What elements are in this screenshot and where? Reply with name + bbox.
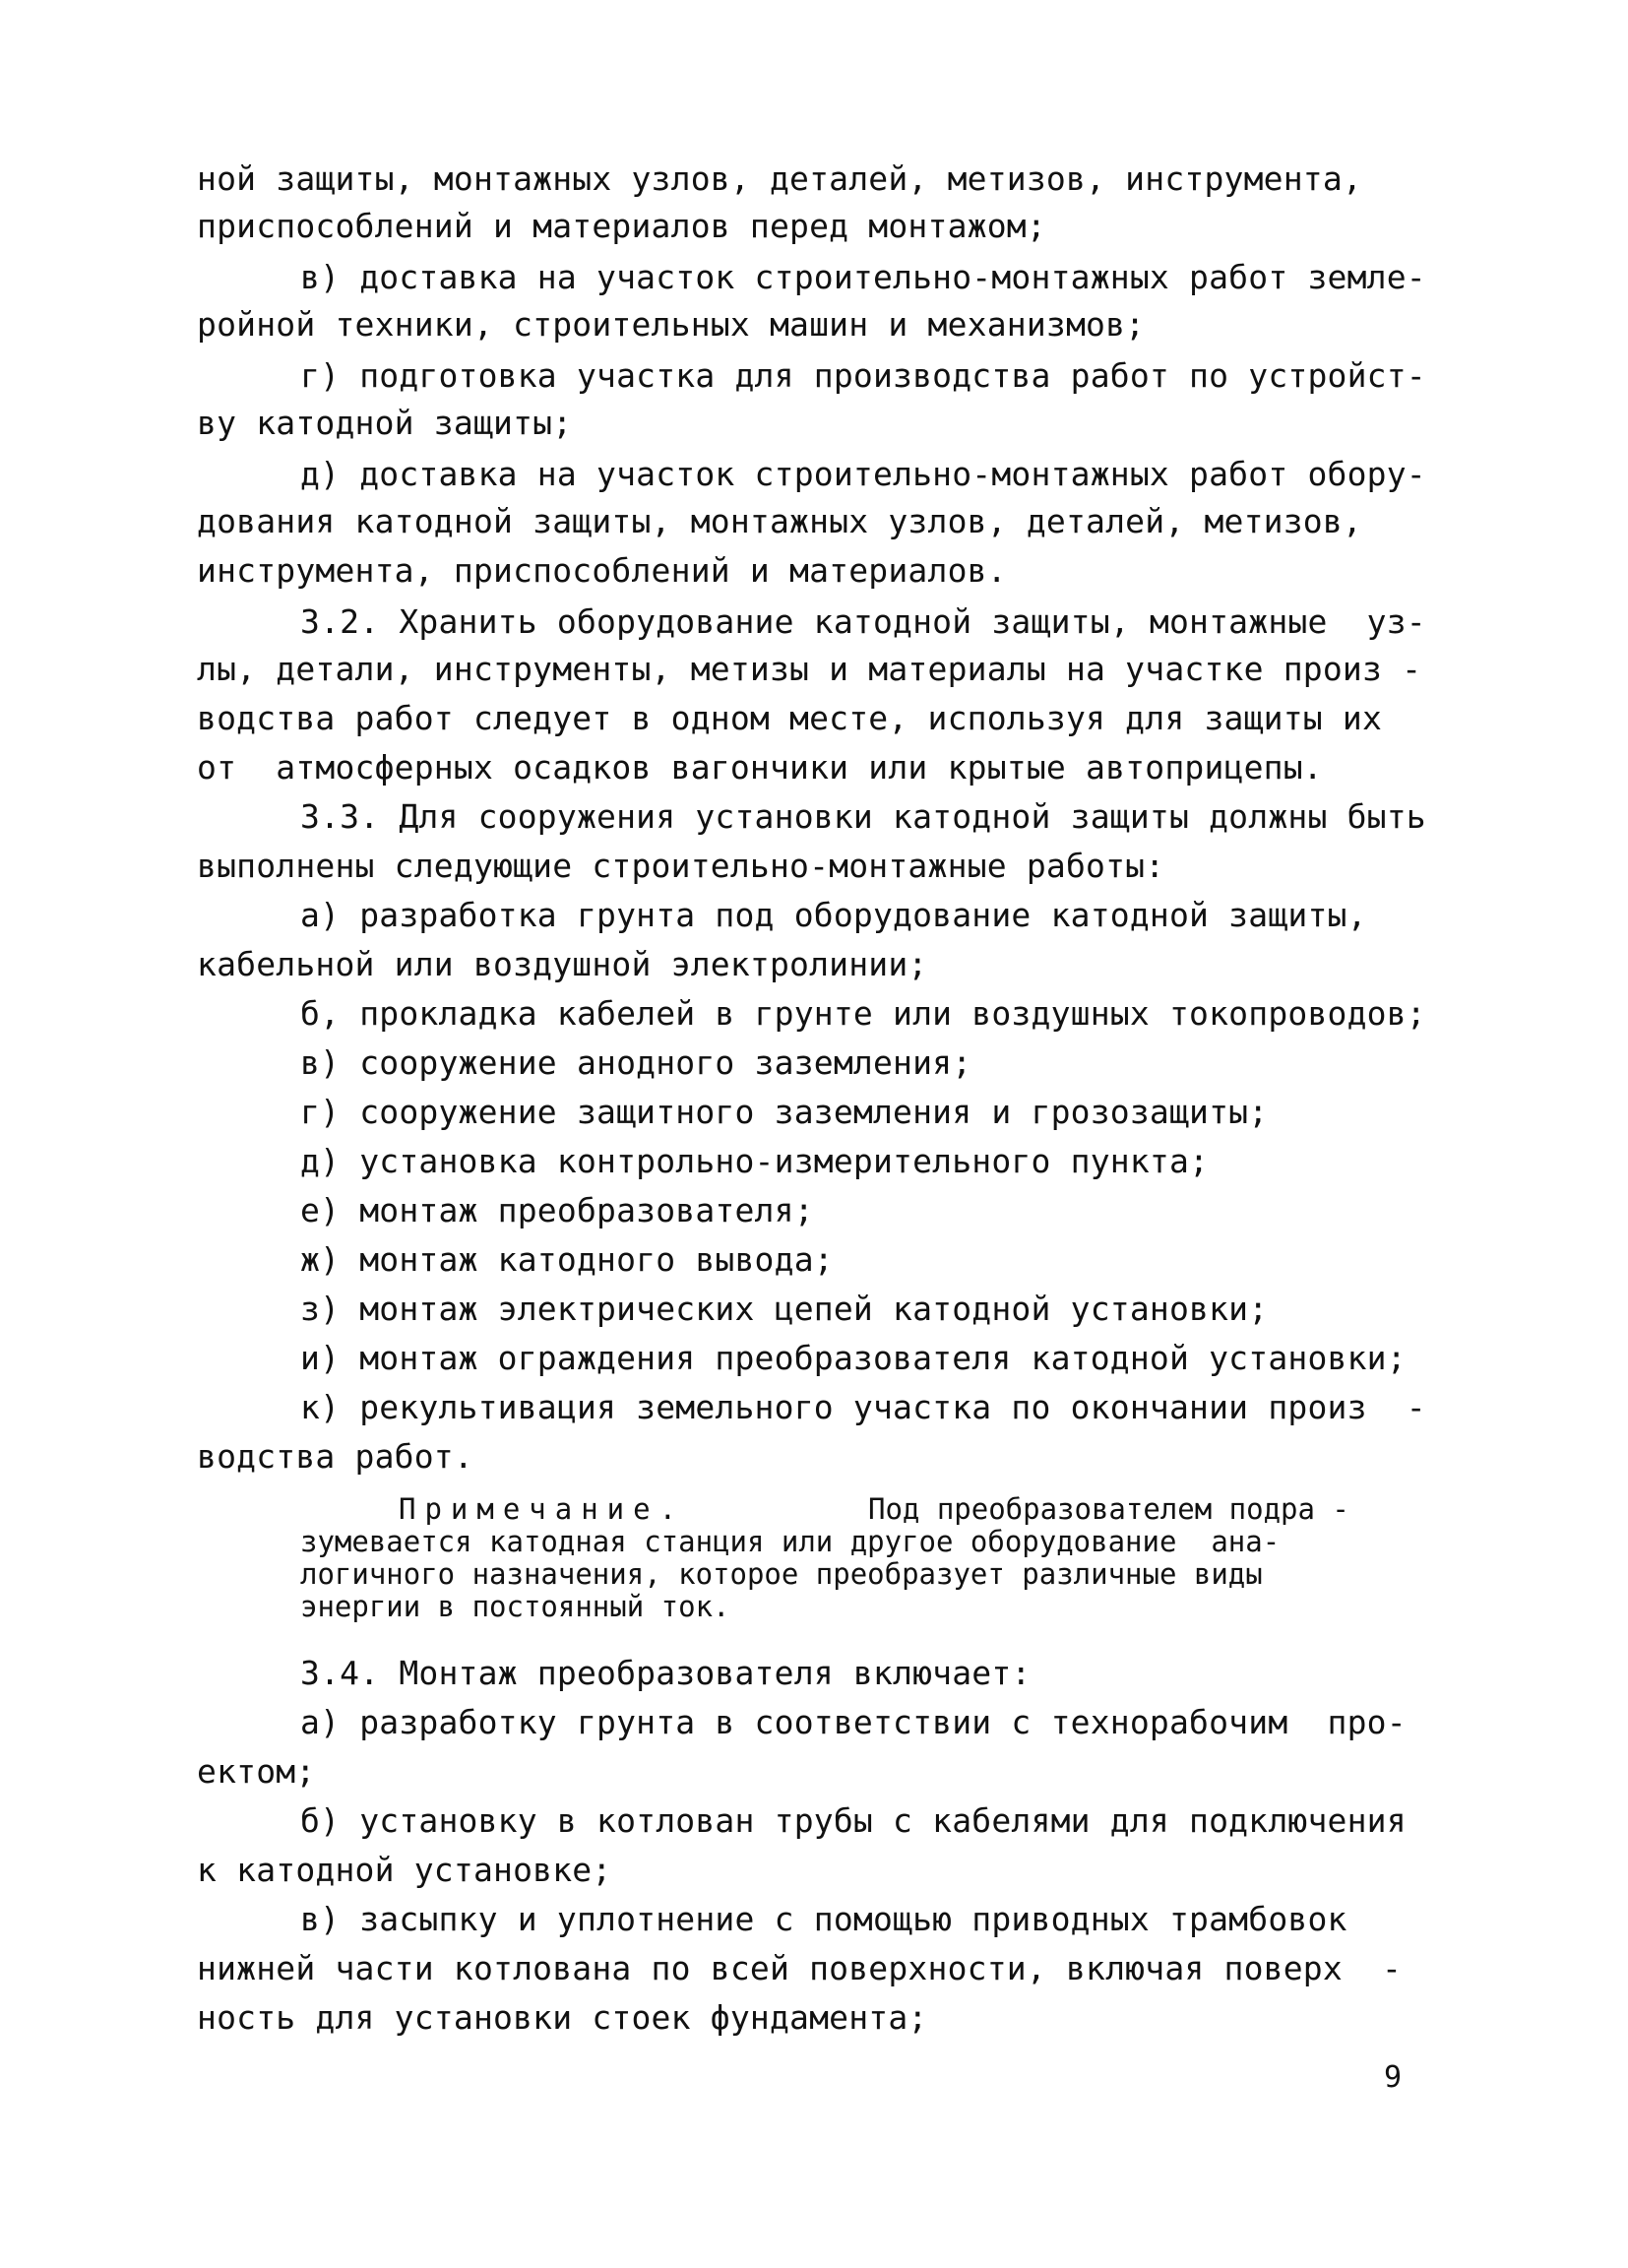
- list-item: в) сооружение анодного заземления;: [300, 1043, 972, 1082]
- text-line: 3.2. Хранить оборудование катодной защиты, монтажные уз-: [300, 602, 1426, 641]
- text-line: г) подготовка участка для производства работ по устройст-: [300, 356, 1426, 395]
- section-heading: 3.4. Монтаж преобразователя включает:: [300, 1654, 1032, 1692]
- text-line: ройной техники, строительных машин и механизмов;: [197, 305, 1146, 344]
- text-line: лы, детали, инструменты, метизы и материалы на участке произ -: [197, 650, 1422, 688]
- text-line: дования катодной защиты, монтажных узлов, деталей, метизов,: [197, 502, 1362, 540]
- text-line: инструмента, приспособлений и материалов.: [197, 551, 1007, 590]
- text-line: д) доставка на участок строительно-монтажных работ обору-: [300, 455, 1426, 493]
- text-line: ной защиты, монтажных узлов, деталей, метизов, инструмента,: [197, 159, 1362, 198]
- list-item: д) установка контрольно-измерительного пункта;: [300, 1142, 1210, 1180]
- text-line: 3.3. Для сооружения установки катодной защиты должны быть: [300, 797, 1426, 836]
- list-item: г) сооружение защитного заземления и грозозащиты;: [300, 1093, 1269, 1131]
- note-text: логичного назначения, которое преобразует различные виды: [300, 1557, 1263, 1591]
- text-line: кабельной или воздушной электролинии;: [197, 945, 928, 983]
- note-heading: Примечание.: [399, 1492, 686, 1526]
- text-line: водства работ.: [197, 1437, 473, 1476]
- list-item: ж) монтаж катодного вывода;: [300, 1240, 834, 1279]
- text-line: к катодной установке;: [197, 1851, 612, 1889]
- list-item: к) рекультивация земельного участка по окончании произ -: [300, 1388, 1426, 1426]
- text-line: ву катодной защиты;: [197, 404, 573, 442]
- text-line: в) засыпку и уплотнение с помощью приводных трамбовок: [300, 1900, 1347, 1938]
- page-number: 9: [1384, 2060, 1403, 2095]
- list-item: е) монтаж преобразователя;: [300, 1191, 814, 1229]
- text-line: ектом;: [197, 1752, 316, 1791]
- list-item: и) монтаж ограждения преобразователя катодной установки;: [300, 1339, 1407, 1377]
- text-line: в) доставка на участок строительно-монтажных работ земле-: [300, 258, 1426, 296]
- text-line: приспособлений и материалов перед монтажом;: [197, 207, 1046, 245]
- text-line: нижней части котлована по всей поверхности, включая поверх -: [197, 1949, 1403, 1987]
- note-text: зумевается катодная станция или другое оборудование ана-: [300, 1525, 1281, 1558]
- list-item: з) монтаж электрических цепей катодной установки;: [300, 1290, 1269, 1328]
- text-line: ность для установки стоек фундамента;: [197, 1998, 928, 2037]
- text-line: б) установку в котлован трубы с кабелями для подключения: [300, 1801, 1407, 1840]
- note-text: Под преобразователем подра -: [868, 1492, 1349, 1526]
- text-line: от атмосферных осадков вагончики или крытые автоприцепы.: [197, 748, 1323, 787]
- text-line: выполнены следующие строительно-монтажные работы:: [197, 847, 1165, 885]
- note-text: энергии в постоянный ток.: [300, 1590, 730, 1623]
- text-line: а) разработка грунта под оборудование катодной защиты,: [300, 896, 1367, 934]
- text-line: а) разработку грунта в соответствии с технорабочим про-: [300, 1703, 1407, 1741]
- list-item: б, прокладка кабелей в грунте или воздушных токопроводов;: [300, 994, 1426, 1033]
- text-line: водства работ следует в одном месте, используя для защиты их: [197, 699, 1383, 737]
